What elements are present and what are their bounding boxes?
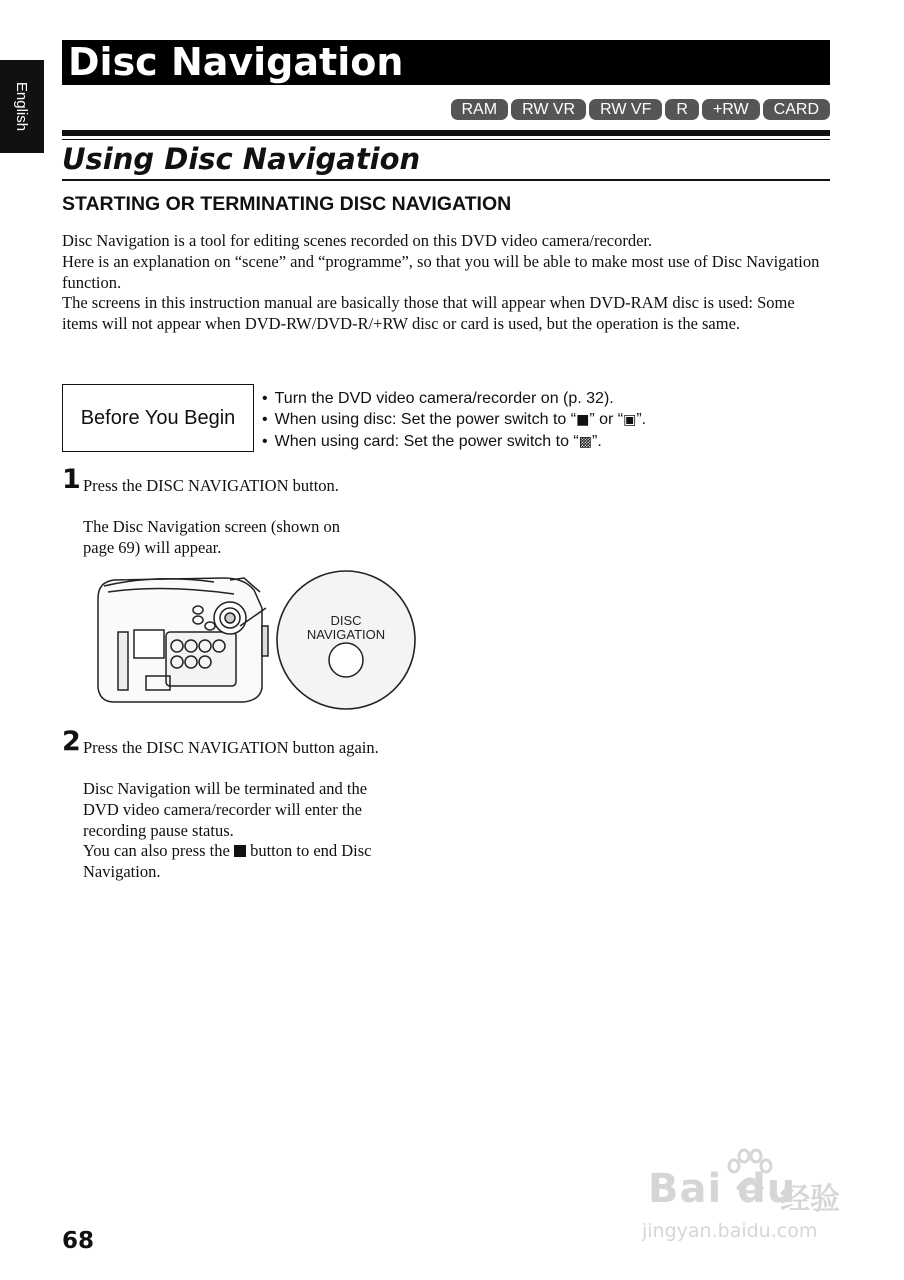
baidu-watermark [640,1148,852,1248]
step-1-body: The Disc Navigation screen (shown on page 69) will appear. [83,517,341,557]
paw-icon [724,1148,774,1196]
badge-r: R [665,99,699,120]
section-rule-thin [62,139,830,140]
illustration-label: NAVIGATION [306,627,386,642]
illustration-label: DISC [330,613,362,628]
card-icon: ▩ [578,434,592,450]
before-you-begin-list [262,388,646,453]
disc-navigation-button [329,643,363,677]
section-title: Using Disc Navigation [62,142,421,176]
before-you-begin-label: Before You Begin [80,406,236,429]
list-item: • Turn the DVD video camera/recorder on (p. 32). [262,388,646,409]
step-2-body: Disc Navigation will be terminated and the DVD video camera/recorder will enter the recording pause status. You can also press the button to end Disc Navigation. [83,779,372,882]
page-title: Disc Navigation [62,40,830,85]
watermark-url: jingyan.baidu.com [642,1220,818,1242]
intro-paragraph: Here is an explanation on “scene” and “programme”, so that you will be able to make most use of Disc Navigation function. [62,251,820,292]
camcorder-illustration [94,568,418,714]
media-badges [451,99,831,120]
subheading: STARTING OR TERMINATING DISC NAVIGATION [62,193,512,215]
watermark-cn: 经验 [780,1182,840,1217]
badge-ram: RAM [451,99,509,120]
step-2-number: 2 [62,726,81,757]
stop-icon [234,845,246,857]
language-tab [0,60,44,153]
movie-camera-icon: ■ [576,412,590,428]
language-label: English [13,81,31,132]
intro-paragraph: The screens in this instruction manual are basically those that will appear when DVD-RAM disc is used: Some items will not appear when DVD-RW/DVD-R/+RW disc or card is used, but the operation is the same. [62,293,795,334]
section-rule-thick [62,130,830,136]
intro-paragraph: Disc Navigation is a tool for editing scenes recorded on this DVD video camera/recorder. [62,231,653,250]
section-title-underline [62,179,830,181]
watermark-logo: Bai du [648,1166,797,1212]
list-item: • When using card: Set the power switch to “▩”. [262,431,646,453]
step-1-number: 1 [62,464,81,495]
before-you-begin-box [62,384,254,452]
step-2-text: Press the DISC NAVIGATION button again. [83,738,379,757]
list-item: • When using disc: Set the power switch to “■” or “▣”. [262,409,646,431]
camera-icon: ▣ [623,412,637,428]
page-number: 68 [62,1228,95,1254]
badge-card: CARD [763,99,830,120]
badge-rw-vr: RW VR [511,99,586,120]
step-1-text: Press the DISC NAVIGATION button. [83,476,339,495]
badge-plus-rw: +RW [702,99,760,120]
intro-text [62,231,832,335]
badge-rw-vf: RW VF [589,99,662,120]
